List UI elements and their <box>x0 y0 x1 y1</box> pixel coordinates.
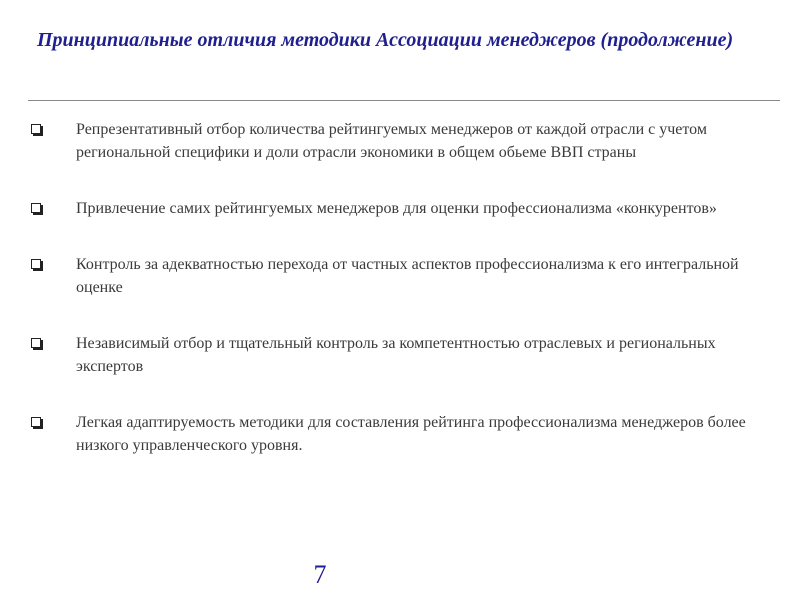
title-divider <box>28 100 780 101</box>
bullet-item <box>28 118 768 164</box>
bullet-item <box>28 332 768 378</box>
bullet-text: Привлечение самих рейтингуемых менеджеров для оценки профессионализма «конкурентов» <box>76 200 717 217</box>
checkbox-square-icon <box>31 124 41 134</box>
bullet-item <box>28 411 768 457</box>
checkbox-square-icon <box>31 338 41 348</box>
bullet-text: Независимый отбор и тщательный контроль за компетентностью отраслевых и региональных экспертов <box>76 335 716 375</box>
page-number: 7 <box>313 560 327 589</box>
bullet-item <box>28 253 768 299</box>
bullet-item <box>28 197 768 220</box>
bullet-text: Легкая адаптируемость методики для составления рейтинга профессионализма менеджеров более низкого управленческого уровня. <box>76 414 746 454</box>
bullet-text: Контроль за адекватностью перехода от частных аспектов профессионализма к его интегральной оценке <box>76 256 739 296</box>
slide-title: Принципиальные отличия методики Ассоциации менеджеров (продолжение) <box>37 29 734 51</box>
checkbox-square-icon <box>31 417 41 427</box>
checkbox-square-icon <box>31 259 41 269</box>
bullet-list <box>28 118 768 457</box>
checkbox-square-icon <box>31 203 41 213</box>
bullet-text: Репрезентативный отбор количества рейтингуемых менеджеров от каждой отрасли с учетом региональной специфики и доли отрасли экономики в общем обьеме ВВП страны <box>76 121 707 161</box>
